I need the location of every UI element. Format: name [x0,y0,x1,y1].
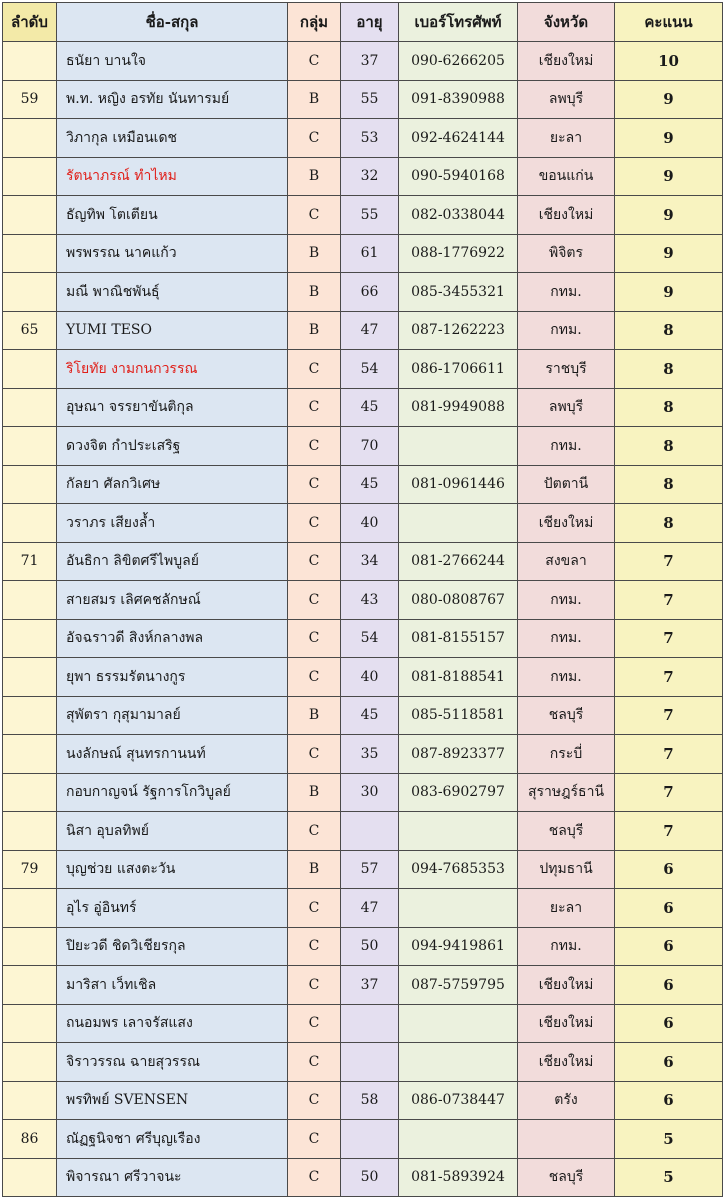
cell-index [3,735,57,774]
cell-age: 66 [341,273,399,312]
table-row [3,1120,723,1159]
header-index: ลำดับ [3,3,57,42]
cell-phone: 081-2766244 [399,542,518,581]
table-row [3,581,723,620]
cell-phone: 087-5759795 [399,966,518,1005]
cell-age: 32 [341,157,399,196]
cell-phone [399,889,518,928]
cell-group: B [288,773,341,812]
cell-province: ยะลา [518,889,615,928]
table-row [3,234,723,273]
cell-province: กทม. [518,311,615,350]
cell-index: 86 [3,1120,57,1159]
cell-age: 58 [341,1081,399,1120]
cell-index: 59 [3,80,57,119]
cell-name: สายสมร เลิศคชลักษณ์ [57,581,288,620]
cell-score: 7 [615,735,723,774]
table-row [3,966,723,1005]
cell-name: รัตนาภรณ์ ทำไหม [57,157,288,196]
cell-province: ปัตตานี [518,465,615,504]
table-row [3,542,723,581]
cell-group: C [288,1158,341,1197]
cell-index [3,658,57,697]
cell-phone: 087-1262223 [399,311,518,350]
cell-age: 40 [341,658,399,697]
cell-phone: 086-1706611 [399,350,518,389]
cell-index [3,427,57,466]
cell-phone [399,427,518,466]
table-row [3,196,723,235]
table-row [3,465,723,504]
cell-province: เชียงใหม่ [518,1004,615,1043]
score-table [2,2,723,1197]
cell-group: B [288,80,341,119]
cell-index [3,619,57,658]
cell-index [3,119,57,158]
cell-name: วิภากุล เหมือนเดช [57,119,288,158]
cell-phone: 090-6266205 [399,42,518,81]
cell-age: 34 [341,542,399,581]
cell-group: C [288,1081,341,1120]
cell-name: มณี พาณิชพันธุ์ [57,273,288,312]
cell-age: 54 [341,350,399,389]
cell-group: B [288,273,341,312]
table-row [3,696,723,735]
cell-index [3,773,57,812]
cell-province: กทม. [518,619,615,658]
cell-phone: 081-5893924 [399,1158,518,1197]
cell-age: 37 [341,42,399,81]
cell-index [3,1158,57,1197]
cell-age: 45 [341,465,399,504]
cell-phone: 092-4624144 [399,119,518,158]
cell-phone: 085-3455321 [399,273,518,312]
table-row [3,619,723,658]
cell-group: C [288,388,341,427]
cell-name: ปิยะวดี ชิดวิเชียรกุล [57,927,288,966]
cell-score: 6 [615,850,723,889]
table-row [3,311,723,350]
cell-name: มาริสา เว็ทเชิล [57,966,288,1005]
cell-score: 6 [615,927,723,966]
cell-index [3,273,57,312]
table-row [3,812,723,851]
cell-phone: 081-9949088 [399,388,518,427]
cell-score: 5 [615,1158,723,1197]
cell-province: พิจิตร [518,234,615,273]
cell-name: กัลยา ศัลกวิเศษ [57,465,288,504]
table-row [3,773,723,812]
cell-index [3,1043,57,1082]
table-row [3,42,723,81]
cell-age [341,1004,399,1043]
cell-group: C [288,542,341,581]
cell-group: C [288,196,341,235]
cell-name: ยุพา ธรรมรัตนางกูร [57,658,288,697]
cell-score: 8 [615,465,723,504]
cell-phone [399,1043,518,1082]
cell-name: จิราวรรณ ฉายสุวรรณ [57,1043,288,1082]
cell-name: ถนอมพร เลาจรัสแสง [57,1004,288,1043]
cell-name: กอบกาญจน์ รัฐการโกวิบูลย์ [57,773,288,812]
cell-name: อุไร อู่อินทร์ [57,889,288,928]
table-row [3,1081,723,1120]
cell-index [3,388,57,427]
table-row [3,927,723,966]
cell-phone: 080-0808767 [399,581,518,620]
cell-age: 45 [341,696,399,735]
cell-score: 8 [615,504,723,543]
cell-index [3,581,57,620]
cell-score: 9 [615,234,723,273]
table-row [3,658,723,697]
cell-name: วราภร เสียงล้ำ [57,504,288,543]
cell-group: B [288,850,341,889]
cell-score: 7 [615,581,723,620]
cell-index [3,234,57,273]
table-row [3,273,723,312]
table-row [3,504,723,543]
cell-index: 79 [3,850,57,889]
cell-province: สุราษฎร์ธานี [518,773,615,812]
cell-age: 45 [341,388,399,427]
cell-phone: 087-8923377 [399,735,518,774]
cell-phone: 094-9419861 [399,927,518,966]
cell-score: 5 [615,1120,723,1159]
cell-phone: 085-5118581 [399,696,518,735]
cell-name: บุญช่วย แสงตะวัน [57,850,288,889]
cell-score: 8 [615,311,723,350]
cell-age: 61 [341,234,399,273]
table-row [3,1004,723,1043]
table-row [3,388,723,427]
cell-name: นงลักษณ์ สุนทรกานนท์ [57,735,288,774]
cell-name: พิจารณา ศรีวาจนะ [57,1158,288,1197]
cell-name: ดวงจิต กำประเสริฐ [57,427,288,466]
cell-name: นิสา อุบลทิพย์ [57,812,288,851]
cell-score: 10 [615,42,723,81]
cell-group: C [288,427,341,466]
cell-score: 6 [615,1043,723,1082]
cell-province: ลพบุรี [518,80,615,119]
cell-group: C [288,812,341,851]
cell-phone [399,812,518,851]
cell-province: ราชบุรี [518,350,615,389]
cell-province: เชียงใหม่ [518,504,615,543]
cell-name: อัจฉราวดี สิงห์กลางพล [57,619,288,658]
cell-province: ยะลา [518,119,615,158]
cell-score: 9 [615,157,723,196]
cell-province: กทม. [518,927,615,966]
table-row [3,889,723,928]
cell-group: B [288,234,341,273]
cell-group: C [288,889,341,928]
cell-index [3,812,57,851]
cell-group: C [288,504,341,543]
cell-province: กทม. [518,581,615,620]
cell-score: 7 [615,658,723,697]
table-row [3,350,723,389]
cell-age: 47 [341,311,399,350]
cell-province: เชียงใหม่ [518,1043,615,1082]
table-row [3,1158,723,1197]
cell-group: C [288,619,341,658]
table-row [3,1043,723,1082]
cell-age [341,1120,399,1159]
cell-province: กทม. [518,427,615,466]
cell-phone: 081-8188541 [399,658,518,697]
cell-score: 6 [615,1081,723,1120]
cell-phone: 083-6902797 [399,773,518,812]
cell-name: ริโยทัย งามกนกวรรณ [57,350,288,389]
cell-group: B [288,157,341,196]
cell-phone: 086-0738447 [399,1081,518,1120]
cell-phone [399,1004,518,1043]
cell-age: 54 [341,619,399,658]
cell-province: กระบี่ [518,735,615,774]
cell-group: C [288,927,341,966]
cell-score: 7 [615,773,723,812]
cell-group: C [288,1043,341,1082]
cell-phone: 094-7685353 [399,850,518,889]
table-row [3,850,723,889]
cell-index [3,966,57,1005]
cell-province: กทม. [518,658,615,697]
cell-province: เชียงใหม่ [518,966,615,1005]
table-row [3,157,723,196]
table-row [3,119,723,158]
cell-index [3,350,57,389]
header-province: จังหวัด [518,3,615,42]
cell-province: ขอนแก่น [518,157,615,196]
cell-score: 8 [615,427,723,466]
cell-province: เชียงใหม่ [518,196,615,235]
cell-name: พรทิพย์ SVENSEN [57,1081,288,1120]
cell-age: 47 [341,889,399,928]
table-body [3,42,723,1197]
cell-index [3,196,57,235]
cell-phone: 081-8155157 [399,619,518,658]
cell-phone: 088-1776922 [399,234,518,273]
cell-name: สุพัตรา กุสุมามาลย์ [57,696,288,735]
cell-group: C [288,735,341,774]
cell-index [3,42,57,81]
cell-group: C [288,350,341,389]
table-row [3,80,723,119]
cell-phone: 082-0338044 [399,196,518,235]
cell-index [3,157,57,196]
cell-age: 50 [341,927,399,966]
cell-name: พรพรรณ นาคแก้ว [57,234,288,273]
cell-group: C [288,42,341,81]
cell-score: 8 [615,350,723,389]
cell-score: 6 [615,1004,723,1043]
cell-name: พ.ท. หญิง อรทัย นันทารมย์ [57,80,288,119]
cell-score: 8 [615,388,723,427]
cell-score: 7 [615,696,723,735]
cell-name: อันธิกา ลิขิตศรีไพบูลย์ [57,542,288,581]
cell-index [3,465,57,504]
cell-age: 55 [341,80,399,119]
cell-score: 9 [615,196,723,235]
header-row [3,3,723,42]
cell-group: C [288,1120,341,1159]
cell-age: 70 [341,427,399,466]
header-score: คะแนน [615,3,723,42]
cell-phone [399,504,518,543]
cell-index [3,889,57,928]
cell-score: 7 [615,619,723,658]
cell-phone: 091-8390988 [399,80,518,119]
cell-score: 7 [615,812,723,851]
table-row [3,427,723,466]
cell-age [341,1043,399,1082]
header-name: ชื่อ-สกุล [57,3,288,42]
cell-age: 50 [341,1158,399,1197]
cell-province: ลพบุรี [518,388,615,427]
cell-province: ชลบุรี [518,812,615,851]
cell-province: ปทุมธานี [518,850,615,889]
cell-group: C [288,966,341,1005]
cell-group: C [288,1004,341,1043]
cell-age: 30 [341,773,399,812]
cell-group: B [288,696,341,735]
cell-phone: 081-0961446 [399,465,518,504]
header-group: กลุ่ม [288,3,341,42]
header-age: อายุ [341,3,399,42]
cell-index [3,1004,57,1043]
cell-index: 71 [3,542,57,581]
cell-age: 37 [341,966,399,1005]
cell-index [3,504,57,543]
cell-name: YUMI TESO [57,311,288,350]
cell-province: ชลบุรี [518,696,615,735]
cell-age: 55 [341,196,399,235]
cell-province: เชียงใหม่ [518,42,615,81]
cell-group: C [288,581,341,620]
cell-group: B [288,311,341,350]
cell-age: 40 [341,504,399,543]
cell-group: C [288,119,341,158]
header-phone: เบอร์โทรศัพท์ [399,3,518,42]
cell-province [518,1120,615,1159]
cell-age [341,812,399,851]
cell-province: ตรัง [518,1081,615,1120]
cell-score: 9 [615,119,723,158]
cell-index: 65 [3,311,57,350]
cell-group: C [288,658,341,697]
cell-score: 9 [615,80,723,119]
cell-name: ณัฏฐนิจชา ศรีบุญเรือง [57,1120,288,1159]
cell-phone: 090-5940168 [399,157,518,196]
cell-age: 53 [341,119,399,158]
cell-phone [399,1120,518,1159]
table-row [3,735,723,774]
cell-index [3,927,57,966]
cell-province: สงขลา [518,542,615,581]
cell-score: 6 [615,889,723,928]
cell-province: กทม. [518,273,615,312]
cell-name: ธนัยา บานใจ [57,42,288,81]
cell-age: 57 [341,850,399,889]
cell-index [3,696,57,735]
cell-age: 35 [341,735,399,774]
cell-age: 43 [341,581,399,620]
cell-index [3,1081,57,1120]
cell-province: ชลบุรี [518,1158,615,1197]
cell-score: 7 [615,542,723,581]
cell-group: C [288,465,341,504]
cell-name: ธัญทิพ โตเตียน [57,196,288,235]
cell-score: 9 [615,273,723,312]
cell-name: อุษณา จรรยาขันติกุล [57,388,288,427]
cell-score: 6 [615,966,723,1005]
